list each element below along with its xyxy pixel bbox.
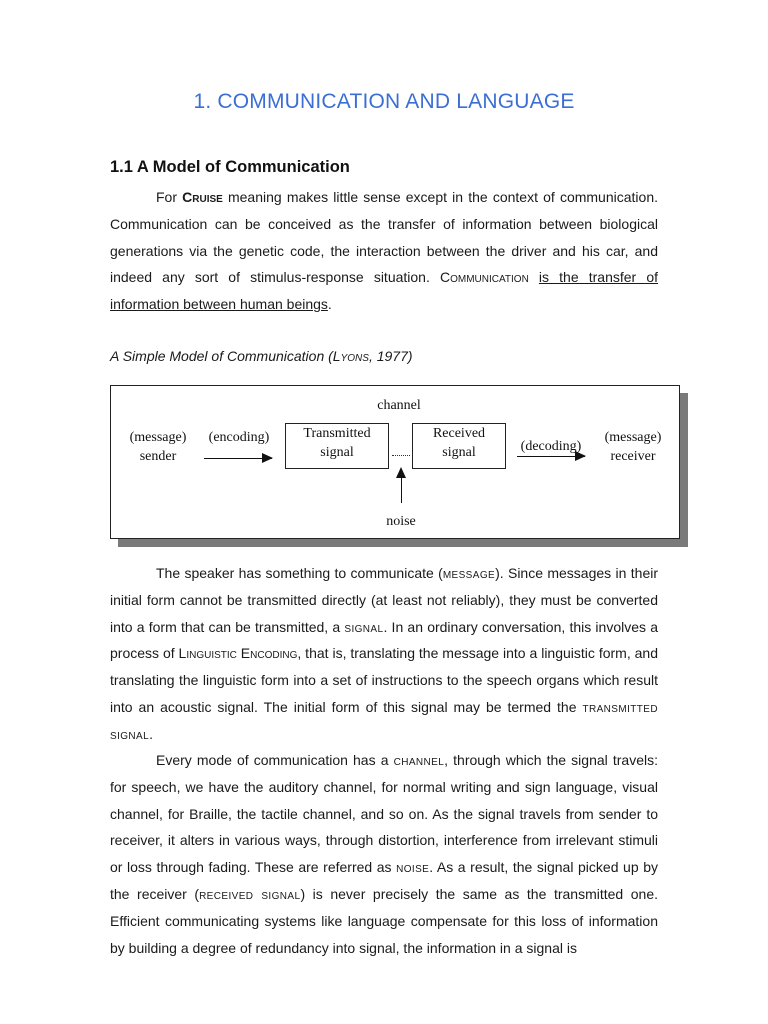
- paragraph-message-signal: [110, 560, 658, 748]
- receiver-message-text: (message): [604, 430, 662, 445]
- text: , through which the signal travels: for speech, we have the auditory channel, for normal writing and sign language, visual channel, for Braille, the tactile channel, and so on. As the signal travels from sender to receiver, it alters in various ways, through distortion, interference from irrelevant stimuli or loss through fading. These are referred as: [110, 752, 658, 876]
- text: .: [149, 725, 153, 742]
- text: ). Since messages in their initial form cannot be transmitted directly (at least not reliably), they must be converted into a form that can be transmitted, a: [110, 565, 658, 635]
- section-title: 1.1 A Model of Communication: [110, 158, 350, 176]
- text: , that is, translating the message into a linguistic form, and translating the linguistic form into a set of instructions to the speech organs which result into an acoustic signal. The initial form of this signal may be termed the: [110, 645, 658, 715]
- figure-caption: [110, 348, 413, 364]
- smallcaps-term: transmitted signal: [110, 698, 658, 742]
- sender-label: [119, 428, 197, 466]
- sender-text: sender: [139, 449, 177, 464]
- received-signal-box: [412, 423, 506, 469]
- decoding-arrow: [517, 456, 585, 457]
- smallcaps-term: signal: [344, 618, 384, 635]
- decoding-label: (decoding): [520, 439, 582, 454]
- smallcaps-term: received signal: [199, 885, 301, 902]
- receiver-text: receiver: [610, 449, 656, 464]
- signal-text: signal: [320, 445, 354, 460]
- text: Every mode of communication has a: [156, 752, 394, 768]
- receiver-label: [595, 428, 671, 466]
- received-text: Received: [432, 426, 486, 441]
- noise-label: noise: [386, 514, 416, 529]
- channel-label: channel: [377, 398, 421, 413]
- signal-text: signal: [442, 445, 476, 460]
- channel-dots: [392, 455, 410, 456]
- transmitted-text: Transmitted: [303, 426, 371, 441]
- smallcaps-term: noise: [396, 859, 430, 876]
- communication-model-diagram: [110, 385, 680, 539]
- smallcaps-term: Communication: [439, 269, 529, 286]
- caption-author: Lyons: [332, 348, 369, 364]
- paragraph-channel-noise: [110, 747, 658, 961]
- chapter-title: 1. COMMUNICATION AND LANGUAGE: [193, 90, 575, 113]
- sender-message-text: (message): [129, 430, 187, 445]
- text: The speaker has something to communicate (: [156, 565, 443, 581]
- paragraph-intro: [110, 184, 658, 318]
- caption-text: A Simple Model of Communication (: [110, 348, 333, 364]
- smallcaps-term: channel: [393, 752, 445, 768]
- caption-text: , 1977): [368, 348, 413, 364]
- text: [529, 269, 539, 285]
- encoding-label: (encoding): [208, 430, 270, 445]
- smallcaps-term: Linguistic Encoding: [178, 645, 298, 662]
- smallcaps-term: Cruise: [182, 189, 223, 205]
- smallcaps-term: message: [442, 565, 496, 581]
- text: . In an ordinary conversation, this involves a process of: [110, 618, 658, 662]
- encoding-arrow: [204, 458, 272, 459]
- text: meaning makes little sense except in the context of communication. Communication can be conceived as the transfer of information between biological generations via the genetic code, the interaction between the driver and his car, and indeed any sort of stimulus-response situation.: [110, 189, 658, 286]
- text: ) is never precisely the same as the transmitted one. Efficient communicating systems like language compensate for this loss of information by building a degree of redundancy into signal, the information in a signal is: [110, 885, 659, 956]
- text: .: [327, 296, 332, 313]
- underlined-definition: is the transfer of information between human beings: [110, 269, 658, 313]
- noise-arrow: [401, 469, 402, 503]
- text: For: [156, 189, 183, 205]
- transmitted-signal-box: [285, 423, 389, 469]
- text: . As a result, the signal picked up by the receiver (: [110, 859, 658, 902]
